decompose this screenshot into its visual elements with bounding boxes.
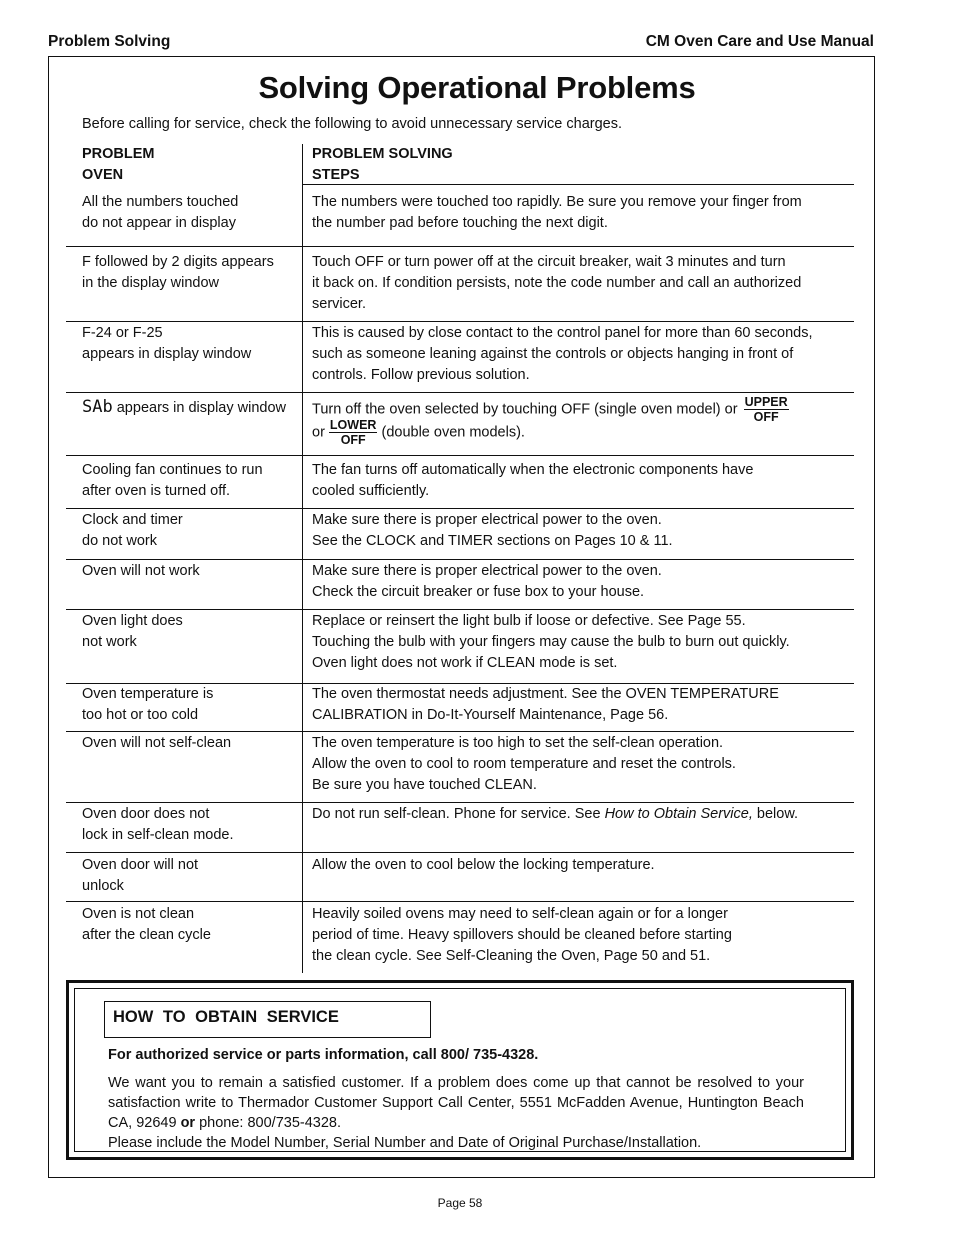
steps-cell: Touch OFF or turn power off at the circuit breaker, wait 3 minutes and turn it back on. If condition persists, note the code number and call an authorized servicer. bbox=[312, 254, 802, 312]
problem-cell: All the numbers touched do not appear in display bbox=[82, 194, 239, 231]
service-body: We want you to remain a satisfied customer. If a problem does come up that cannot be resolved to your satisfaction write to Thermador Customer Support Call Center, 5551 McFadden Avenue, Huntington Beach CA, 92649 or phone: 800/735-4328. Please include the Model Number, Serial Number and Date of Original Purchase/Installation. bbox=[108, 1075, 804, 1151]
display-code: SAb bbox=[82, 397, 113, 417]
steps-cell: Heavily soiled ovens may need to self-clean again or for a longer period of time. Heavy spillovers should be cleaned before starting the clean cycle. See Self-Cleaning the Oven, Page 50 and 51. bbox=[312, 906, 732, 964]
table-row bbox=[66, 185, 854, 246]
service-heading: HOW TO OBTAIN SERVICE bbox=[104, 1001, 431, 1038]
steps-cell: Make sure there is proper electrical power to the oven. Check the circuit breaker or fuse box to your house. bbox=[312, 563, 662, 600]
service-box bbox=[66, 980, 854, 1160]
table-row bbox=[66, 508, 854, 559]
table-row bbox=[66, 802, 854, 852]
steps-cell: The fan turns off automatically when the electronic components have cooled sufficiently. bbox=[312, 462, 754, 499]
steps-cell: Make sure there is proper electrical power to the oven. See the CLOCK and TIMER sections on Pages 10 & 11. bbox=[312, 512, 673, 549]
problem-cell: Clock and timer do not work bbox=[82, 512, 183, 549]
manual-title: CM Oven Care and Use Manual bbox=[645, 33, 874, 50]
table-row bbox=[66, 455, 854, 508]
steps-cell: Turn off the oven selected by touching OFF (single oven model) or UPPER OFF or LOWER OFF (double oven models). bbox=[312, 395, 788, 447]
steps-cell: The oven thermostat needs adjustment. See the OVEN TEMPERATURE CALIBRATION in Do-It-Yourself Maintenance, Page 56. bbox=[312, 686, 779, 723]
page-title: Solving Operational Problems bbox=[258, 70, 696, 105]
column-header-steps: PROBLEM SOLVING STEPS bbox=[312, 146, 453, 183]
steps-cell: This is caused by close contact to the control panel for more than 60 seconds, such as someone leaning against the controls or objects hanging in front of controls. Follow previous solution. bbox=[312, 325, 813, 383]
problem-cell: Oven door does not lock in self-clean mode. bbox=[82, 806, 234, 843]
service-phone-line: For authorized service or parts information, call 800/ 735-4328. bbox=[108, 1047, 539, 1063]
steps-cell: The oven temperature is too high to set the self-clean operation. Allow the oven to cool to room temperature and reset the controls. Be sure you have touched CLEAN. bbox=[312, 735, 736, 793]
problem-cell: F-24 or F-25 appears in display window bbox=[82, 325, 252, 362]
table-row bbox=[66, 392, 854, 455]
table-row bbox=[66, 683, 854, 731]
steps-cell: The numbers were touched too rapidly. Be sure you remove your finger from the number pad before touching the next digit. bbox=[312, 194, 802, 231]
table-row bbox=[66, 609, 854, 683]
steps-cell: Replace or reinsert the light bulb if loose or defective. See Page 55. Touching the bulb with your fingers may cause the bulb to burn out quickly. Oven light does not work if CLEAN mode is set. bbox=[312, 613, 790, 671]
header-divider bbox=[302, 144, 303, 185]
problem-cell: Oven is not clean after the clean cycle bbox=[82, 906, 211, 943]
table-row bbox=[66, 852, 854, 901]
table-row bbox=[66, 246, 854, 321]
problem-cell: SAb appears in display window bbox=[82, 397, 287, 417]
upper-off-key: UPPER OFF bbox=[744, 395, 788, 424]
column-header-problem: PROBLEM OVEN bbox=[82, 146, 155, 183]
intro-text: Before calling for service, check the following to avoid unnecessary service charges. bbox=[82, 116, 622, 132]
table-row bbox=[66, 321, 854, 392]
problem-cell: Oven light does not work bbox=[82, 613, 183, 650]
steps-cell: Allow the oven to cool below the locking temperature. bbox=[312, 857, 655, 873]
page-number: Page 58 bbox=[437, 1196, 483, 1210]
problem-cell: Cooling fan continues to run after oven is turned off. bbox=[82, 462, 263, 499]
section-header: Problem Solving bbox=[48, 33, 171, 50]
problem-cell: F followed by 2 digits appears in the display window bbox=[82, 254, 274, 291]
problem-cell: Oven door will not unlock bbox=[82, 857, 199, 894]
problem-cell: Oven will not self-clean bbox=[82, 735, 232, 751]
lower-off-key: LOWER OFF bbox=[329, 418, 377, 447]
table-row bbox=[66, 559, 854, 609]
table-row bbox=[66, 731, 854, 802]
table-row bbox=[66, 901, 854, 973]
problem-cell: Oven will not work bbox=[82, 563, 200, 579]
steps-cell: Do not run self-clean. Phone for service. See How to Obtain Service, below. bbox=[312, 806, 799, 822]
problem-cell: Oven temperature is too hot or too cold bbox=[82, 686, 214, 723]
